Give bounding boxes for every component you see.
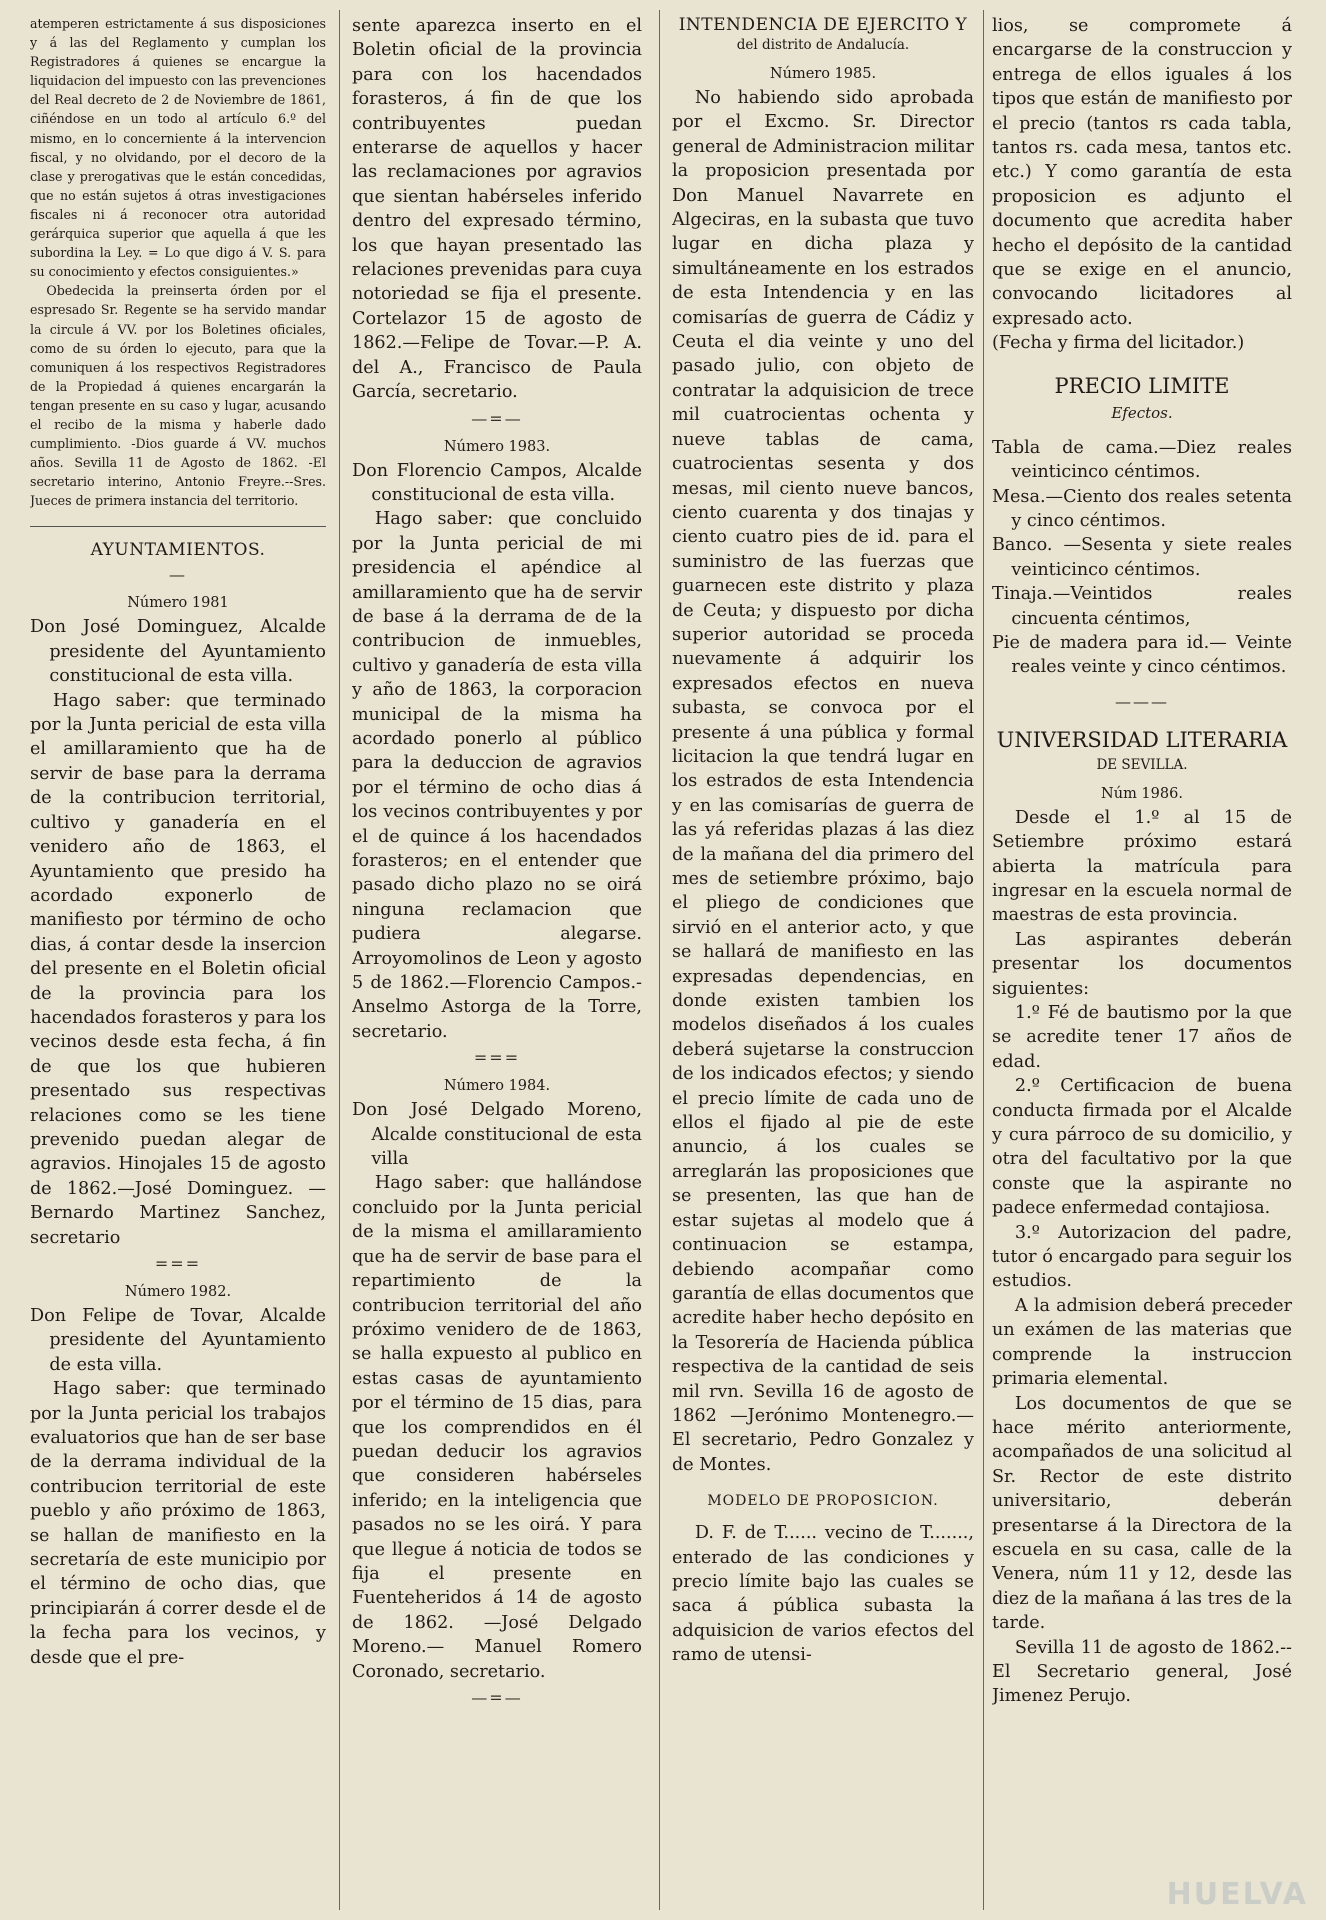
ornament-divider: —	[169, 565, 187, 585]
notice-1985	[672, 64, 974, 1477]
column-rule	[983, 10, 984, 1910]
notice-body: Los documentos de que se hace mérito anteriormente, acompañados de una solicitud al Sr. Rector de este distrito universitario, deberán presentarse á la Directora de la escuela en su casa, calle de la Venera, núm 11 y 12, desde las diez de la mañana á las tres de la tarde.	[992, 1393, 1292, 1634]
notice-body: 3.º Autorizacion del padre, tutor ó encargado para seguir los estudios.	[992, 1222, 1292, 1292]
notice-body: Hago saber: que hallándose concluido por la Junta pericial de la misma el amillaramiento que ha de servir de base para el repartimiento de la contribucion territorial del año próximo venidero de de 1863, se halla expuesto al publico en estas casas de ayuntamiento por el término de 15 dias, para que los comprendidos en él puedan deducir los agravios que consideren habérseles inferido; en la inteligencia que pasados no se les oirá. Y para que llegue á noticia de todos se fija el presente en Fuenteheridos á 14 de agosto de 1862. —José Delgado Moreno.— Manuel Romero Coronado, secretario.	[352, 1173, 642, 1682]
section-subheading: Efectos.	[1111, 403, 1173, 422]
notice-body: 1.º Fé de bautismo por la que se acredite tener 17 años de edad.	[992, 1003, 1292, 1072]
notice-number: Número 1982.	[124, 1284, 232, 1300]
watermark: HUELVA	[1166, 1877, 1308, 1912]
price-item: Mesa.—Ciento dos reales setenta y cinco céntimos.	[992, 486, 1292, 531]
circular-paragraph: atemperen estrictamente á sus disposiciones y á las del Reglamento y cumplan los Registradores á quienes se encargue la liquidacion del impuesto con las prevenciones del Real decreto de 2 de Noviembre de 1861, ciñéndose en un todo al artículo 6.º del mismo, en lo concerniente á la intervencion fiscal, y no olvidando, por el decoro de la clase y prerogativas que le están concedidas, que no están sujetos á otras investigaciones fiscales ni á reconocer otra autoridad gerárquica superior que aquella á que les subordina la Ley. = Lo que digo á V. S. para su conocimiento y efectos consiguientes.»	[30, 16, 326, 280]
column-1	[30, 14, 326, 1914]
column-rule	[659, 10, 660, 1910]
ornament-divider: —=—	[471, 408, 523, 428]
notice-body: Hago saber: que terminado por la Junta pericial de esta villa el amillaramiento que ha de servir de base para la derrama de la contribucion territorial, cultivo y ganadería en el venidero año de 1863, el Ayuntamiento que presido ha acordado exponerlo de manifiesto por término de ocho dias, á contar desde la insercion del presente en el Boletin oficial de la provincia para los hacendados forasteros y para los vecinos desde esta fecha, á fin de que los que hubieren presentado sus respectivas relaciones como se les tiene prevenido puedan alegar de agravios. Hinojales 15 de agosto de 1862.—José Dominguez. —Bernardo Martinez Sanchez, secretario	[30, 690, 326, 1248]
notice-body: Hago saber: que concluido por la Junta pericial de mi presidencia el apéndice al amillaramiento que ha de servir de base á la derrama de de la contribucion de inmuebles, cultivo y ganadería de esta villa y año de 1863, la corporacion municipal de la misma ha acordado ponerlo al público para la deduccion de agravios por el término de ocho dias á los vecinos contribuyentes y por el de quince á los hacendados forasteros; en el entender que pasado dicho plazo no se oirá ninguna reclamacion que pudiera alegarse. Arroyomolinos de Leon y agosto 5 de 1862.—Florencio Campos.-Anselmo Astorga de la Torre, secretario.	[352, 509, 642, 1042]
ornament-divider: —=—	[471, 1688, 523, 1707]
notice-1981	[30, 593, 326, 1250]
column-3	[672, 14, 974, 1914]
circular-text	[30, 14, 326, 510]
notice-body: sente aparezca inserto en el Boletin oficial de la provincia para con los hacendados forasteros, á fin de que los contribuyentes puedan enterarse de aquellos y hacer las reclamaciones por agravios que sientan habérseles inferido dentro del expresado término, los que hayan presentado las relaciones prevenidas para cuya notoriedad se fija el presente. Cortelazor 15 de agosto de 1862.—Felipe de Tovar.—P. A. del A., Francisco de Paula García, secretario.	[352, 16, 642, 403]
notice-body: Desde el 1.º al 15 de Setiembre próximo estará abierta la matrícula para ingresar en la escuela normal de maestras de esta provincia.	[992, 807, 1292, 926]
ornament-divider: ———	[1115, 691, 1169, 711]
section-subheading: del distrito de Andalucía.	[736, 37, 910, 53]
notice-1984	[352, 1076, 642, 1684]
notice-heading: Don Felipe de Tovar, Alcalde presidente del Ayuntamiento de esta villa.	[30, 1306, 326, 1375]
section-divider	[30, 526, 326, 527]
notice-body: Hago saber: que terminado por la Junta pericial los trabajos evaluatorios que han de ser base de la derrama individual de la contribucion territorial de este pueblo y año próximo de 1863, se hallan de manifiesto en la secretaría de este municipio por el término de ocho dias, que principiarán á correr desde el de la fecha para los vecinos, y desde que el pre-	[30, 1379, 326, 1668]
modelo-continued	[992, 14, 1292, 356]
notice-body: 2.º Certificacion de buena conducta firmada por el Alcalde y cura párroco de su domicilio, y otra del facultativo por la que conste que la aspirante no padece enfermedad contajiosa.	[992, 1076, 1292, 1219]
modelo-proposicion	[672, 1521, 974, 1667]
modelo-body: lios, se compromete á encargarse de la construccion y entrega de ellos iguales á los tipos que están de manifiesto por el precio (tantos rs cada tabla, tantos rs. cada mesa, tantos etc. etc.) Y como garantía de esta proposicion es adjunto el documento que acredita haber hecho el depósito de la cantidad que se exige en el anuncio, convocando licitadores al expresado acto.	[992, 16, 1292, 329]
notice-number: Núm 1986.	[1101, 785, 1183, 802]
section-subheading: DE SEVILLA.	[1096, 756, 1188, 773]
notice-number: Número 1983.	[443, 438, 551, 455]
notice-body: A la admision deberá preceder un exámen de las materias que comprende la instruccion primaria elemental.	[992, 1295, 1292, 1390]
notice-number: Número 1985.	[769, 66, 877, 82]
section-heading: MODELO DE PROPOSICION.	[707, 1493, 939, 1510]
column-4	[992, 14, 1292, 1914]
section-heading: PRECIO LIMITE	[1054, 373, 1230, 398]
circular-paragraph: Obedecida la preinserta órden por el espresado Sr. Regente se ha servido mandar la circule á VV. por los Boletines oficiales, como de su órden lo ejecuto, para que la comuniquen á los respectivos Registradores de la Propiedad á quienes encargarán la tengan presente en su caso y lugar, acusando el recibo de la misma y haberle dado cumplimiento. -Dios guarde á VV. muchos años. Sevilla 11 de Agosto de 1862. -El secretario interino, Antonio Freyre.--Sres. Jueces de primera instancia del territorio.	[30, 283, 326, 509]
modelo-body: D. F. de T...... vecino de T......., enterado de las condiciones y precio límite bajo las cuales se saca á pública subasta la adquisicion de varios efectos del ramo de utensi-	[672, 1523, 974, 1666]
notice-body: Las aspirantes deberán presentar los documentos siguientes:	[992, 929, 1292, 999]
notice-number: Número 1981	[127, 595, 229, 612]
notice-body: Sevilla 11 de agosto de 1862.--El Secretario general, José Jimenez Perujo.	[992, 1637, 1292, 1707]
ornament-divider: ===	[154, 1254, 202, 1273]
notice-1983	[352, 437, 642, 1045]
price-item: Banco. —Sesenta y siete reales veinticinco céntimos.	[992, 535, 1292, 580]
notice-1986	[992, 784, 1292, 1709]
section-heading: UNIVERSIDAD LITERARIA	[996, 727, 1288, 752]
notice-1982-continued	[352, 14, 642, 405]
price-item: Tabla de cama.—Diez reales veinticinco céntimos.	[992, 437, 1292, 483]
price-item: Tinaja.—Veintidos reales cincuenta céntimos,	[992, 584, 1292, 629]
notice-heading: Don Florencio Campos, Alcalde constitucional de esta villa.	[352, 460, 642, 505]
notice-heading: Don José Delgado Moreno, Alcalde constitucional de esta villa	[352, 1100, 642, 1170]
notice-body: No habiendo sido aprobada por el Excmo. Sr. Director general de Administracion militar la proposicion presentada por Don Manuel Navarrete en Algeciras, en la subasta que tuvo lugar en dicha plaza y simultáneamente en los estrados de esta Intendencia y en las comisarías de guerra de Cádiz y Ceuta el dia veinte y uno del pasado julio, con objeto de contratar la adquisicion de trece mil cuatrocientas ochenta y nueve tablas de cama, cuatrocientas sesenta y dos mesas, mil ciento nueve bancos, ciento cuarenta y dos tinajas y ciento cuatro pies de id. para el suministro de las fuerzas que guarnecen este distrito y plaza de Ceuta; y dispuesto por dicha superior autoridad se proceda nuevamente á adquirir los expresados efectos en nueva subasta, se convoca por el presente á una pública y formal licitacion la que tendrá lugar en los estrados de esta Intendencia y en las comisarías de guerra de las yá referidas plazas á las diez de la mañana del dia primero del mes de setiembre próximo, bajo el pliego de condiciones que sirvió en el anterior acto, y que se hallará de manifiesto en las expresadas dependencias, en donde existen tambien los modelos diseñados á los cuales deberá sujetarse la construccion de los indicados efectos; y siendo el precio límite de cada uno de ellos el fijado al pie de este anuncio, á los cuales se arreglarán las proposiciones que se presenten, las que han de estar sujetas al modelo que á continuacion se estampa, debiendo acompañar como garantía de ellas documentos que acredite haber hecho depósito en la Tesorería de Hacienda pública respectiva de la cantidad de seis mil rvn. Sevilla 16 de agosto de 1862 —Jerónimo Montenegro.—El secretario, Pedro Gonzalez y de Montes.	[672, 88, 974, 1475]
notice-1982	[30, 1282, 326, 1670]
column-rule	[339, 10, 340, 1910]
notice-heading: Don José Dominguez, Alcalde presidente del Ayuntamiento constitucional de esta villa.	[30, 617, 326, 687]
ornament-divider: ===	[473, 1048, 521, 1068]
section-heading: AYUNTAMIENTOS.	[90, 540, 266, 561]
notice-number: Número 1984.	[443, 1078, 551, 1095]
column-2	[352, 14, 642, 1914]
firma-line: (Fecha y firma del licitador.)	[992, 333, 1245, 354]
price-list	[992, 436, 1292, 680]
section-heading: INTENDENCIA DE EJERCITO Y	[678, 15, 968, 35]
price-item: Pie de madera para id.— Veinte reales veinte y cinco céntimos.	[992, 632, 1292, 678]
